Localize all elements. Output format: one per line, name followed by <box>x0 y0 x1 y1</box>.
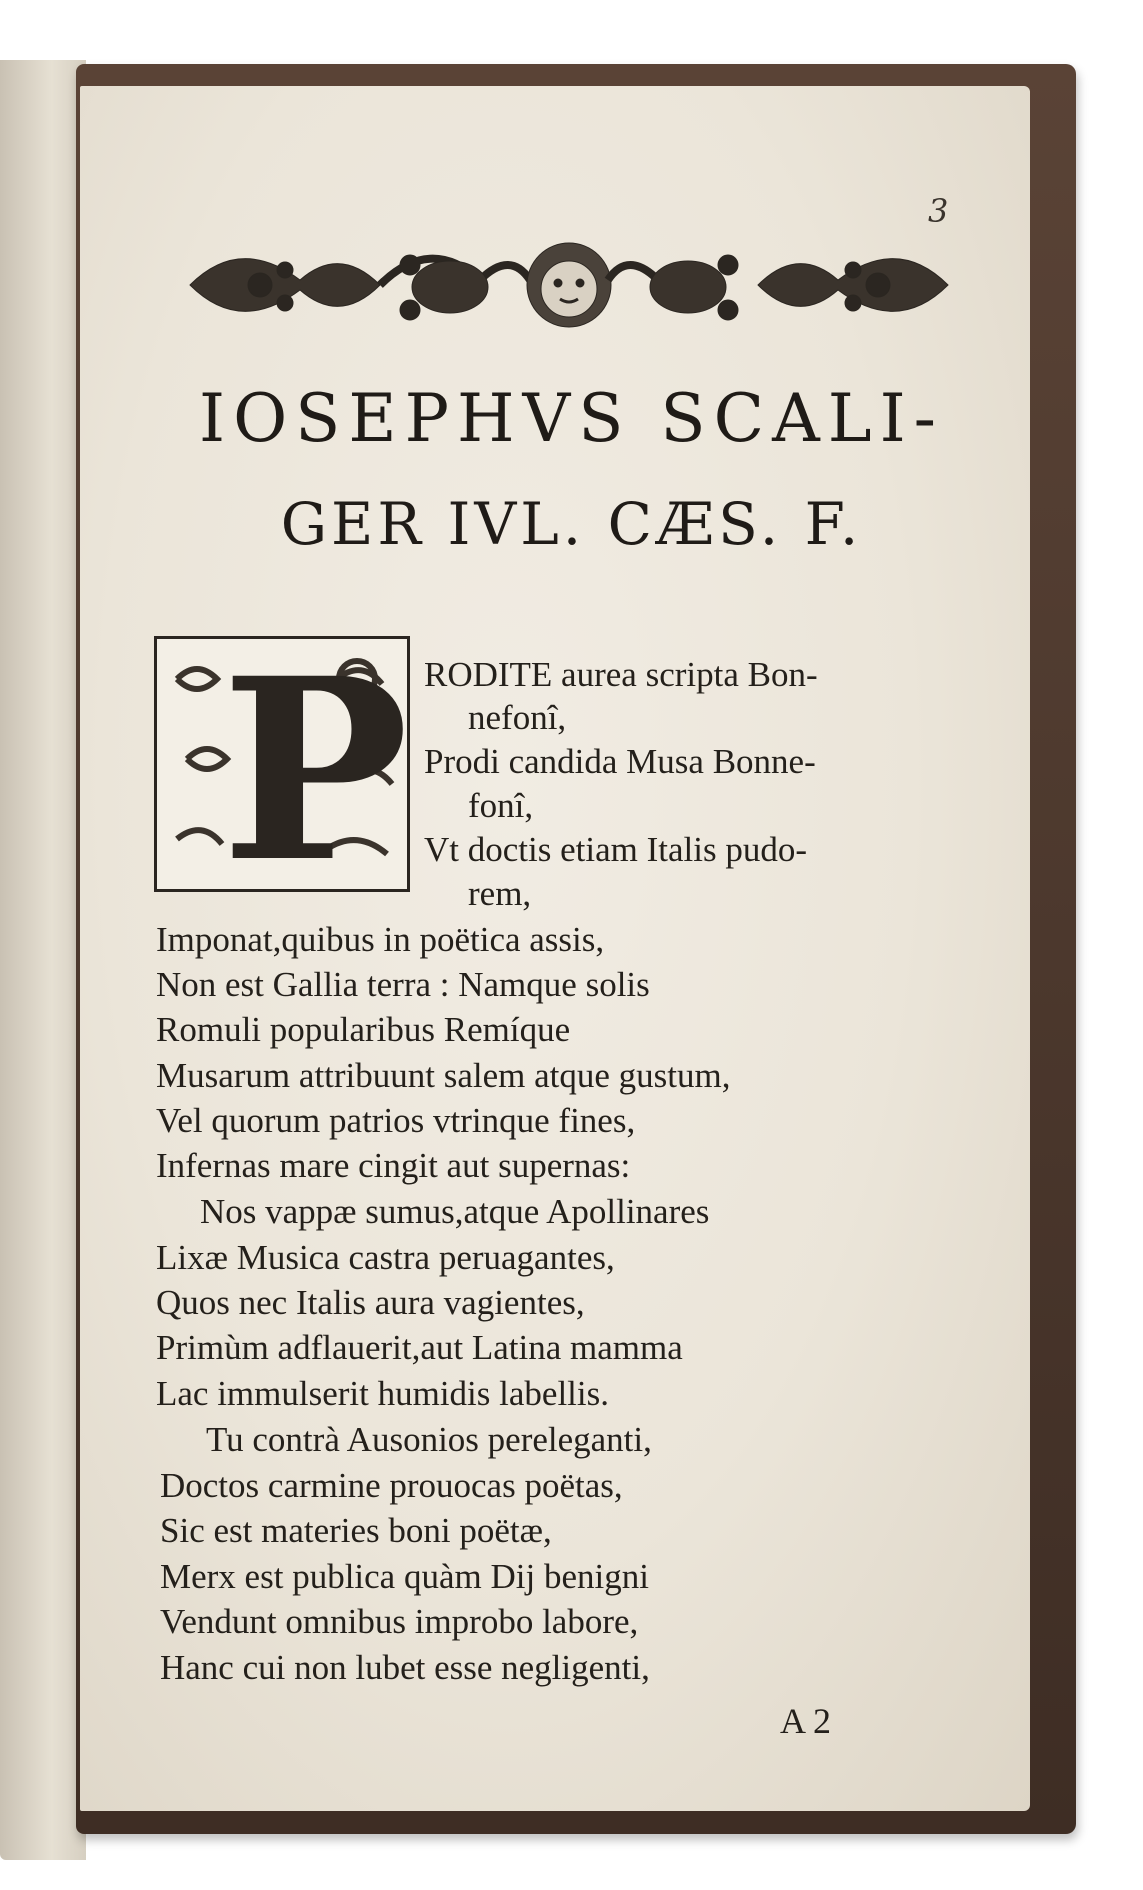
poem-line: Hanc cui non lubet esse negligenti, <box>160 1648 650 1687</box>
facing-page-edge <box>0 60 86 1860</box>
poem-line: Doctos carmine prouocas poëtas, <box>160 1466 623 1505</box>
poem-line: nefonî, <box>468 698 567 737</box>
poem-line: fonî, <box>468 786 534 825</box>
poem-line: rem, <box>468 874 532 913</box>
poem-line: Lixæ Musica castra peruagantes, <box>156 1238 615 1277</box>
floral-headpiece-ornament <box>180 225 958 343</box>
initial-letter: P <box>221 623 409 917</box>
poem-line: Imponat,quibus in poëtica assis, <box>156 920 605 959</box>
poem-line: Lac immulserit humidis labellis. <box>156 1374 609 1413</box>
poem-line: Prodi candida Musa Bonne- <box>424 742 816 781</box>
poem-line: Vt doctis etiam Italis pudo- <box>424 830 807 869</box>
signature-mark: A 2 <box>780 1701 832 1741</box>
poem-line: Tu contrà Ausonios pereleganti, <box>206 1420 652 1459</box>
poem-line: Sic est materies boni poëtæ, <box>160 1511 552 1550</box>
poem-line: Nos vappæ sumus,atque Apollinares <box>200 1192 710 1231</box>
poem-line: Vel quorum patrios vtrinque fines, <box>156 1101 636 1140</box>
title-line-2: GER IVL. CÆS. F. <box>280 490 863 558</box>
poem-line: Quos nec Italis aura vagientes, <box>156 1283 585 1322</box>
poem-line: Merx est publica quàm Dij benigni <box>160 1557 649 1596</box>
poem-line: Musarum attribuunt salem atque gustum, <box>156 1056 731 1095</box>
poem-line: Vendunt omnibus improbo labore, <box>160 1602 639 1641</box>
poem-line: Non est Gallia terra : Namque solis <box>156 965 650 1004</box>
decorated-initial <box>154 623 410 917</box>
page-number: 3 <box>928 192 949 230</box>
title-line-1: IOSEPHVS SCALI- <box>199 380 944 457</box>
poem-line: RODITE aurea scripta Bon- <box>424 655 818 694</box>
poem-line: Infernas mare cingit aut supernas: <box>156 1146 631 1185</box>
poem-line: Primùm adflauerit,aut Latina mamma <box>156 1328 683 1367</box>
poem-line: Romuli popularibus Remíque <box>156 1010 571 1049</box>
